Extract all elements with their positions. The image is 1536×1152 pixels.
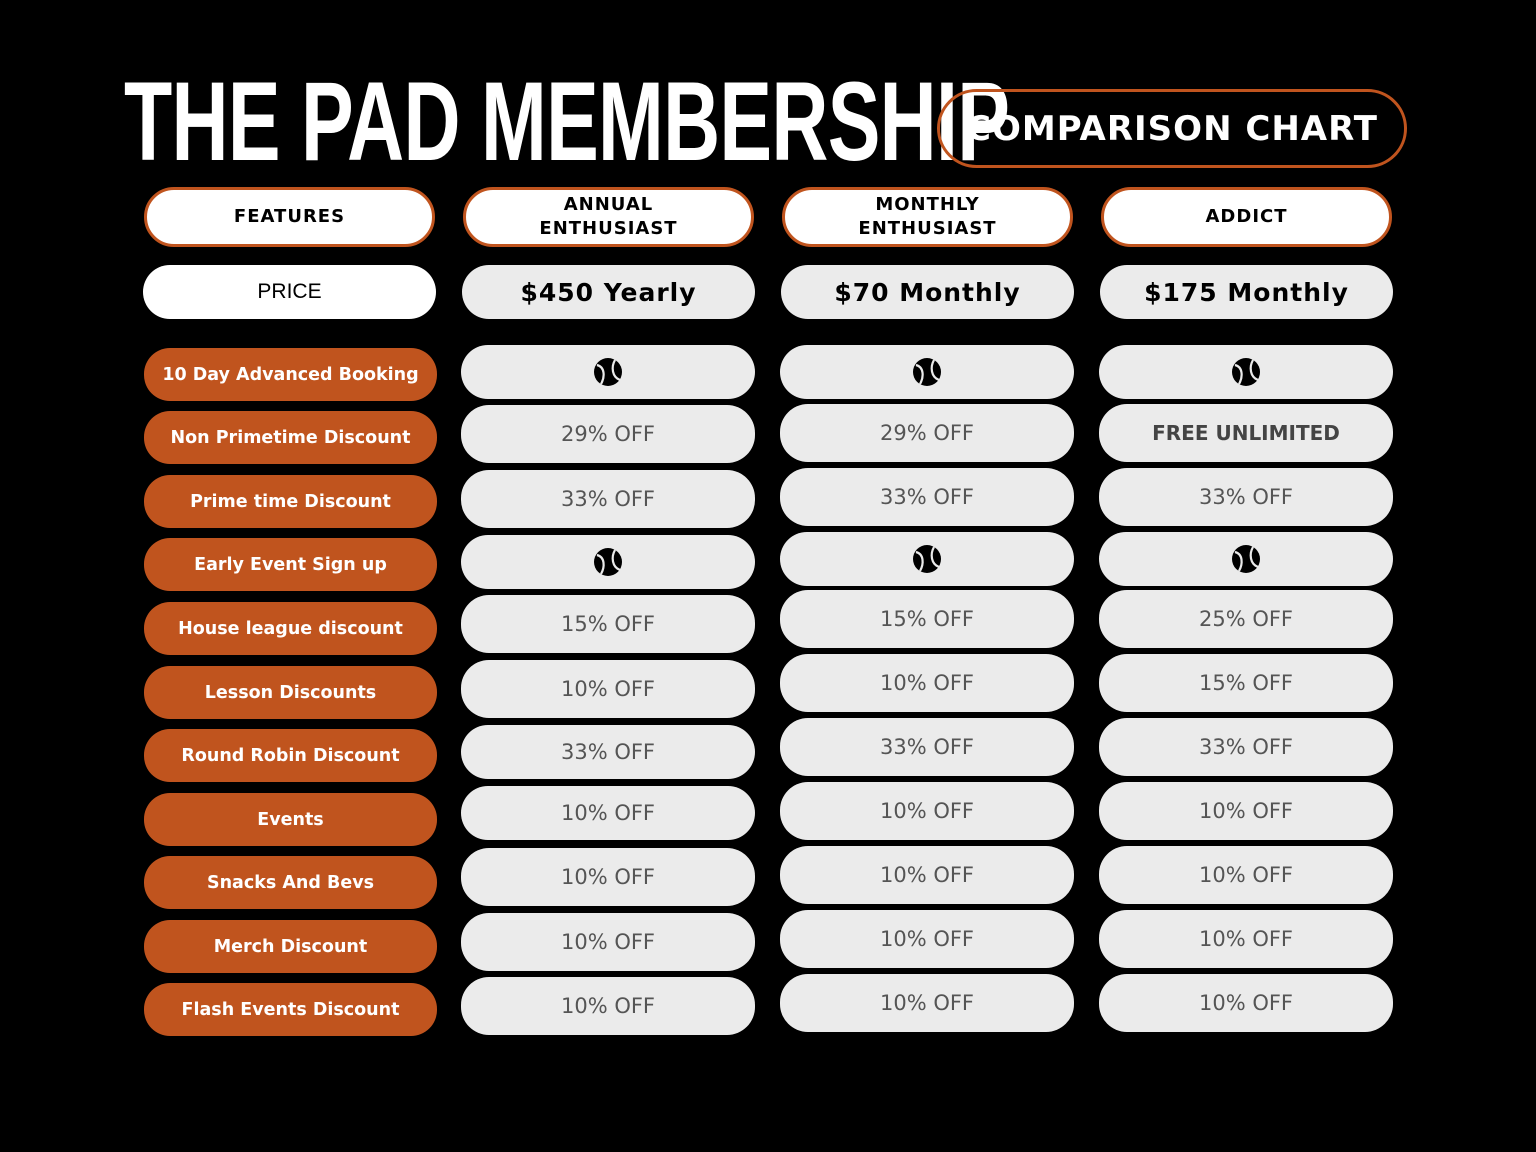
annual-cell: [461, 595, 755, 653]
cell-value: 10% OFF: [879, 799, 975, 823]
addict-cell: [1099, 910, 1393, 968]
monthly-cell: [780, 468, 1074, 526]
addict-cell: [1099, 974, 1393, 1032]
price-monthly: $70 Monthly: [781, 265, 1074, 319]
cell-value: 10% OFF: [1198, 799, 1294, 823]
tennis-ball-icon: [912, 357, 942, 387]
feature-round-robin-discount: [144, 729, 437, 782]
feature-label: Early Event Sign up: [194, 554, 387, 575]
header-features: [144, 187, 435, 247]
header-annual-line2: ENTHUSIAST: [539, 218, 678, 239]
annual-cell: [461, 977, 755, 1035]
feature-flash-events-discount: [144, 983, 437, 1036]
feature-snacks-and-bevs: [144, 856, 437, 909]
annual-cell: [461, 470, 755, 528]
cell-value: 10% OFF: [1198, 863, 1294, 887]
cell-value: 33% OFF: [879, 735, 975, 759]
monthly-cell: [780, 846, 1074, 904]
monthly-cell: [780, 654, 1074, 712]
feature-label: Snacks And Bevs: [206, 872, 375, 893]
price-addict: $175 Monthly: [1100, 265, 1393, 319]
feature-merch-discount: [144, 920, 437, 973]
annual-cell: [461, 345, 755, 399]
comparison-chart-badge: COMPARISON CHART: [937, 89, 1407, 168]
cell-value: FREE UNLIMITED: [1152, 421, 1340, 445]
cell-value: 10% OFF: [560, 930, 656, 954]
feature-label: Prime time Discount: [190, 491, 391, 512]
price-annual: $450 Yearly: [462, 265, 755, 319]
cell-value: 25% OFF: [1198, 607, 1294, 631]
cell-value: 15% OFF: [560, 612, 656, 636]
feature-label: Flash Events Discount: [181, 999, 400, 1020]
monthly-cell: [780, 532, 1074, 586]
addict-cell: [1099, 782, 1393, 840]
addict-cell: [1099, 532, 1393, 586]
cell-value: 33% OFF: [1198, 735, 1294, 759]
annual-cell: [461, 405, 755, 463]
cell-value: 33% OFF: [1198, 485, 1294, 509]
cell-value: 29% OFF: [560, 422, 656, 446]
cell-value: 10% OFF: [560, 801, 656, 825]
feature-early-event-sign-up: [144, 538, 437, 591]
cell-value: 29% OFF: [879, 421, 975, 445]
tennis-ball-icon: [593, 357, 623, 387]
addict-cell: [1099, 590, 1393, 648]
cell-value: 10% OFF: [1198, 991, 1294, 1015]
annual-cell: [461, 660, 755, 718]
feature-label: Events: [257, 809, 324, 830]
annual-cell: [461, 913, 755, 971]
annual-cell: [461, 848, 755, 906]
cell-value: 10% OFF: [560, 994, 656, 1018]
cell-value: 33% OFF: [560, 487, 656, 511]
header-monthly-line1: MONTHLY: [875, 194, 980, 215]
monthly-cell: [780, 590, 1074, 648]
addict-cell: [1099, 468, 1393, 526]
monthly-cell: [780, 974, 1074, 1032]
monthly-cell: [780, 910, 1074, 968]
cell-value: 10% OFF: [879, 991, 975, 1015]
cell-value: 10% OFF: [879, 863, 975, 887]
feature-label: Non Primetime Discount: [170, 427, 411, 448]
page-title: THE PAD MEMBERSHIP: [124, 59, 1010, 184]
cell-value: 10% OFF: [560, 865, 656, 889]
cell-value: 10% OFF: [560, 677, 656, 701]
feature-label: House league discount: [178, 618, 403, 639]
header-annual-enthusiast: [463, 187, 754, 247]
feature-house-league-discount: [144, 602, 437, 655]
price-label: PRICE: [143, 265, 436, 319]
header-features-label: FEATURES: [233, 206, 346, 227]
tennis-ball-icon: [593, 547, 623, 577]
cell-value: 10% OFF: [1198, 927, 1294, 951]
feature-label: Lesson Discounts: [204, 682, 377, 703]
monthly-cell: [780, 718, 1074, 776]
header-addict: [1101, 187, 1392, 247]
feature-10-day-advanced-booking: [144, 348, 437, 401]
cell-value: 15% OFF: [879, 607, 975, 631]
annual-cell: [461, 725, 755, 779]
feature-label: Merch Discount: [213, 936, 368, 957]
addict-cell: [1099, 404, 1393, 462]
header-monthly-line2: ENTHUSIAST: [858, 218, 997, 239]
addict-cell: [1099, 654, 1393, 712]
feature-prime-time-discount: [144, 475, 437, 528]
cell-value: 15% OFF: [1198, 671, 1294, 695]
tennis-ball-icon: [1231, 544, 1261, 574]
feature-label: Round Robin Discount: [181, 745, 400, 766]
header-addict-label: ADDICT: [1205, 206, 1288, 227]
feature-label: 10 Day Advanced Booking: [162, 364, 419, 385]
addict-cell: [1099, 345, 1393, 399]
cell-value: 10% OFF: [879, 927, 975, 951]
annual-cell: [461, 786, 755, 840]
feature-events: [144, 793, 437, 846]
monthly-cell: [780, 782, 1074, 840]
header-monthly-enthusiast: [782, 187, 1073, 247]
tennis-ball-icon: [1231, 357, 1261, 387]
feature-non-primetime-discount: [144, 411, 437, 464]
monthly-cell: [780, 345, 1074, 399]
cell-value: 33% OFF: [879, 485, 975, 509]
addict-cell: [1099, 718, 1393, 776]
cell-value: 33% OFF: [560, 740, 656, 764]
feature-lesson-discounts: [144, 666, 437, 719]
addict-cell: [1099, 846, 1393, 904]
monthly-cell: [780, 404, 1074, 462]
annual-cell: [461, 535, 755, 589]
header-annual-line1: ANNUAL: [563, 194, 654, 215]
tennis-ball-icon: [912, 544, 942, 574]
cell-value: 10% OFF: [879, 671, 975, 695]
